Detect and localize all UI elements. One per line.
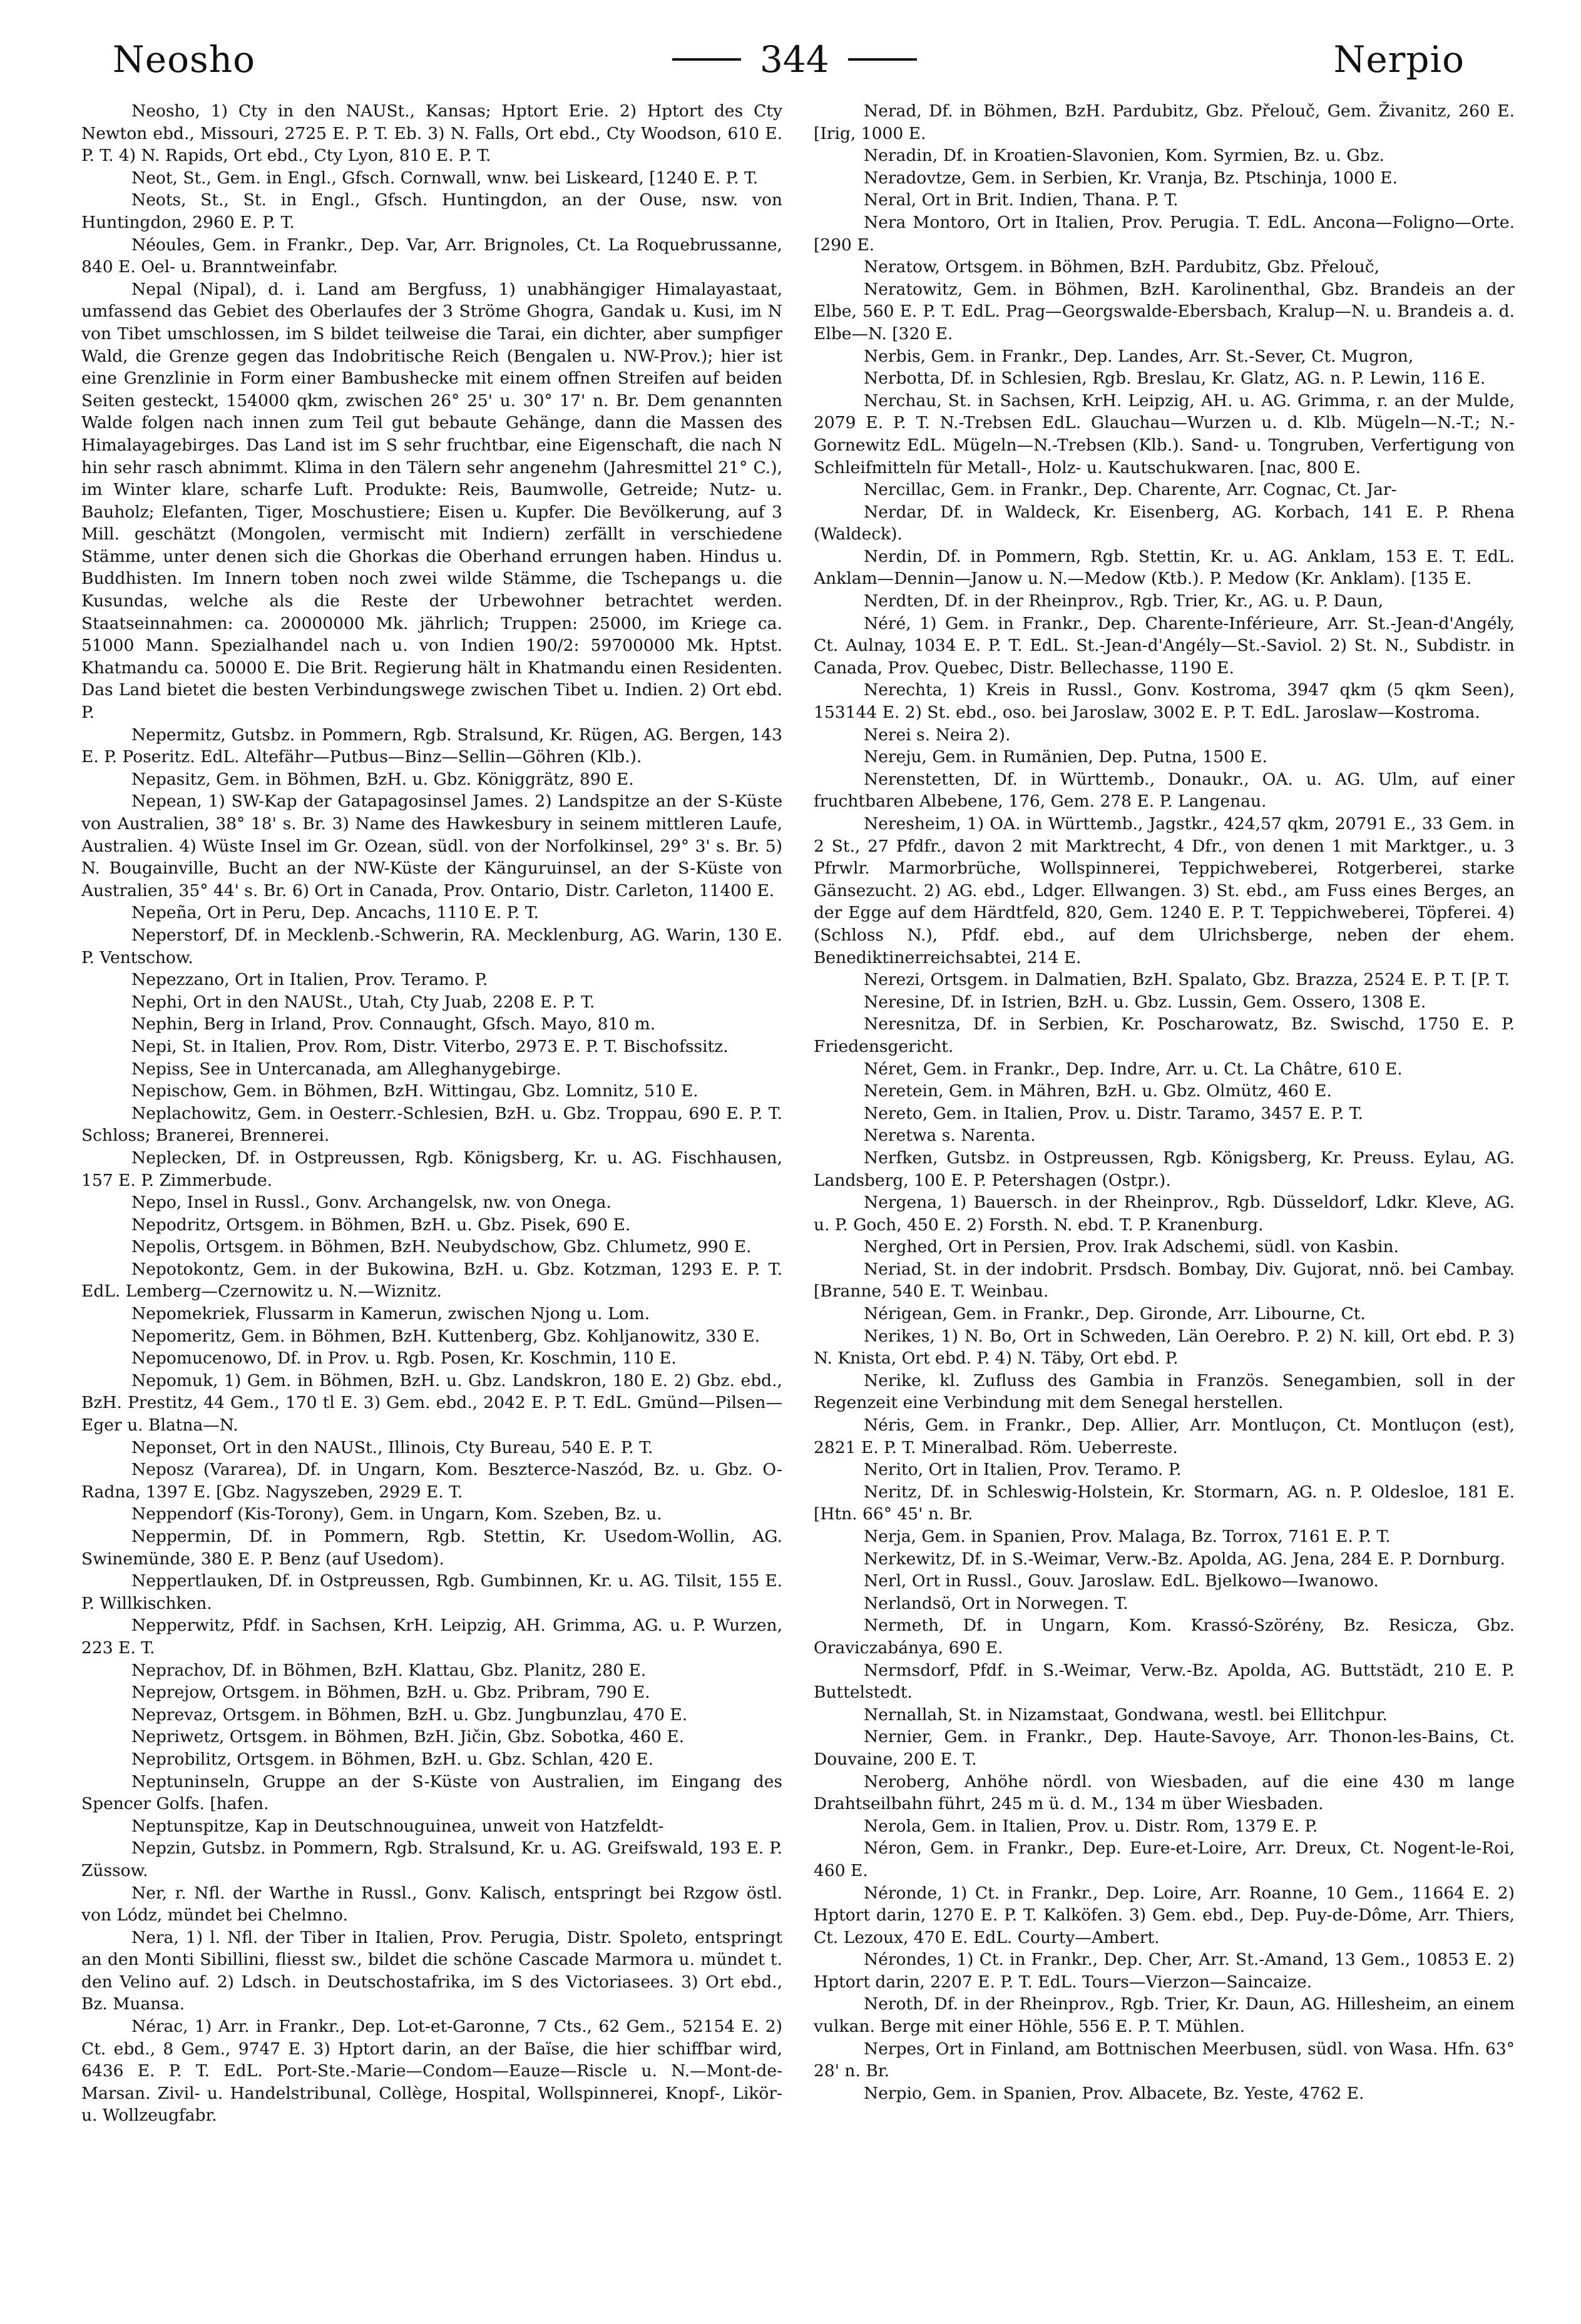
entry: Néron, Gem. in Frankr., Dep. Eure-et-Loire, Arr. Dreux, Ct. Nogent-le-Roi, 460 E. bbox=[814, 1838, 1515, 1880]
entry: Néret, Gem. in Frankr., Dep. Indre, Arr. u. Ct. La Châtre, 610 E. bbox=[864, 1059, 1403, 1079]
entry: Nerl, Ort in Russl., Gouv. Jaroslaw. EdL. Bjelkowo—Iwanowo. bbox=[864, 1571, 1379, 1591]
entry: Néronde, 1) Ct. in Frankr., Dep. Loire, Arr. Roanne, 10 Gem., 11664 E. 2) Hptort darin, 1270 E. P. T. Kalköfen. 3) Gem. ebd., Dep. Puy-de-Dôme, Arr. Thiers, Ct. Lezoux, 470 E. EdL. Courty—Ambert. bbox=[814, 1883, 1515, 1947]
entry: Nephin, Berg in Irland, Prov. Connaught, Gfsch. Mayo, 810 m. bbox=[131, 1014, 656, 1034]
entry: Neratow, Ortsgem. in Böhmen, BzH. Pardubitz, Gbz. Přelouč, bbox=[864, 257, 1380, 277]
entry: Nerechta, 1) Kreis in Russl., Gonv. Kostroma, 3947 qkm (5 qkm Seen), 153144 E. 2) St. ebd., oso. bei Jaroslaw, 3002 E. P. T. EdL. Jaroslaw—Kostroma. bbox=[814, 680, 1515, 723]
entry: Nepzin, Gutsbz. in Pommern, Rgb. Stralsund, Kr. u. AG. Greifswald, 193 E. P. Züssow. bbox=[81, 1838, 782, 1880]
header-right-dash bbox=[848, 58, 917, 61]
entry: Neresheim, 1) OA. in Württemb., Jagstkr., 424,57 qkm, 20791 E., 33 Gem. in 2 St., 27 Pfdfr., davon 2 mit Marktrecht, 4 Dfr., von denen 1 mit Marktger., u. 3 Pfrwlr. Marmorbrüche, Wollspinnerei, Teppichweberei, Rotgerberei, starke Gänsezucht. 2) AG. ebd., Ldger. Ellwangen. 3) St. ebd., am Fuss eines Berges, an der Egge auf dem Härdtfeld, 820, Gem. 1240 E. P. T. Teppichweberei, Töpferei. 4) (Schloss N.), Pfdf. ebd., auf dem Ulrichsberge, neben der ehem. Benediktinerreichsabtei, 214 E. bbox=[814, 814, 1515, 967]
header-page-number-group bbox=[672, 38, 917, 81]
entry: Nepodritz, Ortsgem. in Böhmen, BzH. u. Gbz. Pisek, 690 E. bbox=[131, 1215, 631, 1235]
entry: Nereju, Gem. in Rumänien, Dep. Putna, 1500 E. bbox=[864, 747, 1267, 767]
entry: Nerbotta, Df. in Schlesien, Rgb. Breslau, Kr. Glatz, AG. n. P. Lewin, 116 E. bbox=[864, 369, 1486, 389]
entry: Nerlandsö, Ort in Norwegen. T. bbox=[864, 1593, 1128, 1613]
entry: Nepo, Insel in Russl., Gonv. Archangelsk, nw. von Onega. bbox=[131, 1193, 611, 1213]
entry: Nepermitz, Gutsbz. in Pommern, Rgb. Stralsund, Kr. Rügen, AG. Bergen, 143 E. P. Poseritz. EdL. Altefähr—Putbus—Binz—Sellin—Göhren (Klb.). bbox=[81, 725, 782, 767]
entry: Neosho, 1) Cty in den NAUSt., Kansas; Hptort Erie. 2) Hptort des Cty Newton ebd., Missouri, 2725 E. P. T. Eb. 3) N. Falls, Ort ebd., Cty Woodson, 610 E. P. T. 4) N. Rapids, Ort ebd., Cty Lyon, 810 E. P. T. bbox=[81, 101, 782, 166]
entry: Neritz, Df. in Schleswig-Holstein, Kr. Stormarn, AG. n. P. Oldesloe, 181 E. [Htn. 66° 45' n. Br. bbox=[814, 1482, 1515, 1524]
entry: Nergena, 1) Bauersch. in der Rheinprov., Rgb. Düsseldorf, Ldkr. Kleve, AG. u. P. Goch, 450 E. 2) Forsth. N. ebd. T. P. Kranenburg. bbox=[814, 1193, 1515, 1235]
entry: Nepolis, Ortsgem. in Böhmen, BzH. Neubydschow, Gbz. Chlumetz, 990 E. bbox=[131, 1237, 752, 1257]
entry: Nepean, 1) SW-Kap der Gatapagosinsel James. 2) Landspitze an der S-Küste von Australien, 38° 18' s. Br. 3) Name des Hawkesbury in seinem mittleren Laufe, Australien. 4) Wüste Insel im Gr. Ozean, südl. von der Norfolkinsel, 29° 3' s. Br. 5) N. Bougainville, Bucht an der NW-Küste der Känguruinsel, an der S-Küste von Australien, 35° 44' s. Br. 6) Ort in Canada, Prov. Ontario, Distr. Carleton, 11400 E. bbox=[81, 792, 782, 900]
entry: Ner, r. Nfl. der Warthe in Russl., Gonv. Kalisch, entspringt bei Rzgow östl. von Lódz, mündet bei Chelmno. bbox=[81, 1883, 782, 1925]
entry: Nephi, Ort in den NAUSt., Utah, Cty Juab, 2208 E. P. T. bbox=[131, 992, 595, 1012]
entry: Nerpio, Gem. in Spanien, Prov. Albacete, Bz. Yeste, 4762 E. bbox=[864, 2083, 1364, 2103]
entry: Néré, 1) Gem. in Frankr., Dep. Charente-Inférieure, Arr. St.-Jean-d'Angély, Ct. Aulnay, 1034 E. P. T. EdL. St.-Jean-d'Angély—St.-Saviol. 2) St. N., Subdistr. in Canada, Prov. Quebec, Distr. Bellechasse, 1190 E. bbox=[814, 613, 1515, 678]
entry: Nerola, Gem. in Italien, Prov. u. Distr. Rom, 1379 E. P. bbox=[864, 1816, 1318, 1836]
entry: Nernier, Gem. in Frankr., Dep. Haute-Savoye, Arr. Thonon-les-Bains, Ct. Douvaine, 200 E. T. bbox=[814, 1727, 1515, 1769]
page-number: 344 bbox=[759, 38, 829, 81]
entry: Néoules, Gem. in Frankr., Dep. Var, Arr. Brignoles, Ct. La Roquebrussanne, 840 E. Oel- u. Branntweinfabr. bbox=[81, 235, 782, 277]
entry: Neprevaz, Ortsgem. in Böhmen, BzH. u. Gbz. Jungbunzlau, 470 E. bbox=[131, 1705, 688, 1725]
entry: Nercillac, Gem. in Frankr., Dep. Charente, Arr. Cognac, Ct. Jar- bbox=[864, 480, 1397, 500]
entry: Neot, St., Gem. in Engl., Gfsch. Cornwall, wnw. bei Liskeard, [1240 E. P. T. bbox=[131, 168, 759, 188]
entry: Nerikes, 1) N. Bo, Ort in Schweden, Län Oerebro. P. 2) N. kill, Ort ebd. P. 3) N. Knista, Ort ebd. P. 4) N. Täby, Ort ebd. P. bbox=[814, 1326, 1515, 1368]
entry: Nérac, 1) Arr. in Frankr., Dep. Lot-et-Garonne, 7 Cts., 62 Gem., 52154 E. 2) Ct. ebd., 8 Gem., 9747 E. 3) Hptort darin, an der Baïse, die hier schiffbar wird, 6436 E. P. T. EdL. Port-Ste.-Marie—Condom—Eauze—Riscle u. N.—Mont-de-Marsan. Zivil- u. Handelstribunal, Collège, Hospital, Wollspinnerei, Knopf-, Likör- u. Wollzeugfabr. bbox=[81, 2017, 782, 2126]
entry: Neretwa s. Narenta. bbox=[864, 1126, 1036, 1146]
entry: Nerad, Df. in Böhmen, BzH. Pardubitz, Gbz. Přelouč, Gem. Živanitz, 260 E. [Irig, 1000 E. bbox=[814, 101, 1515, 143]
entry: Nepi, St. in Italien, Prov. Rom, Distr. Viterbo, 2973 E. P. T. Bischofssitz. bbox=[131, 1036, 729, 1056]
entry: Neresine, Df. in Istrien, BzH. u. Gbz. Lussin, Gem. Ossero, 1308 E. bbox=[864, 992, 1426, 1012]
entry: Neppertlauken, Df. in Ostpreussen, Rgb. Gumbinnen, Kr. u. AG. Tilsit, 155 E. P. Willkischken. bbox=[81, 1571, 782, 1613]
entry: Nernallah, St. in Nizamstaat, Gondwana, westl. bei Ellitchpur. bbox=[864, 1705, 1388, 1725]
entry: Nepezzano, Ort in Italien, Prov. Teramo. P. bbox=[131, 970, 488, 990]
entry: Neradin, Df. in Kroatien-Slavonien, Kom. Syrmien, Bz. u. Gbz. bbox=[864, 146, 1384, 166]
entry: Nerei s. Neira 2). bbox=[864, 725, 1011, 745]
entry: Nermsdorf, Pfdf. in S.-Weimar, Verw.-Bz. Apolda, AG. Buttstädt, 210 E. P. Buttelstedt. bbox=[814, 1660, 1515, 1703]
entry: Nerja, Gem. in Spanien, Prov. Malaga, Bz. Torrox, 7161 E. P. T. bbox=[864, 1527, 1391, 1546]
entry: Nepiss, See in Untercanada, am Alleghanygebirge. bbox=[131, 1059, 561, 1079]
entry: Neratowitz, Gem. in Böhmen, BzH. Karolinenthal, Gbz. Brandeis an der Elbe, 560 E. P. T. EdL. Prag—Georgswalde-Ebersbach, Kralup—N. u. Brandeis a. d. Elbe—N. [320 E. bbox=[814, 279, 1515, 344]
entry: Neriad, St. in der indobrit. Prsdsch. Bombay, Div. Gujorat, nnö. bei Cambay. [Branne, 540 E. T. Weinbau. bbox=[814, 1259, 1515, 1302]
entry: Neresnitza, Df. in Serbien, Kr. Poscharowatz, Bz. Swischd, 1750 E. P. Friedensgericht. bbox=[814, 1014, 1515, 1056]
entry: Nepasitz, Gem. in Böhmen, BzH. u. Gbz. Königgrätz, 890 E. bbox=[131, 769, 634, 789]
entry: Nereto, Gem. in Italien, Prov. u. Distr. Taramo, 3457 E. P. T. bbox=[864, 1103, 1363, 1123]
entry: Nerkewitz, Df. in S.-Weimar, Verw.-Bz. Apolda, AG. Jena, 284 E. P. Dornburg. bbox=[864, 1549, 1505, 1569]
entry: Neradovtze, Gem. in Serbien, Kr. Vranja, Bz. Ptschinja, 1000 E. bbox=[864, 168, 1398, 188]
entry: Nepotokontz, Gem. in der Bukowina, BzH. u. Gbz. Kotzman, 1293 E. P. T. EdL. Lemberg—Czernowitz u. N.—Wiznitz. bbox=[81, 1259, 782, 1302]
entry: Nepomeritz, Gem. in Böhmen, BzH. Kuttenberg, Gbz. Kohljanowitz, 330 E. bbox=[131, 1326, 760, 1346]
entry: Nepischow, Gem. in Böhmen, BzH. Wittingau, Gbz. Lomnitz, 510 E. bbox=[131, 1081, 698, 1101]
entry: Nerbis, Gem. in Frankr., Dep. Landes, Arr. St.-Sever, Ct. Mugron, bbox=[864, 346, 1414, 366]
entry: Nepeña, Ort in Peru, Dep. Ancachs, 1110 E. P. T. bbox=[131, 903, 540, 923]
entry: Neppermin, Df. in Pommern, Rgb. Stettin, Kr. Usedom-Wollin, AG. Swinemünde, 380 E. P. Benz (auf Usedom). bbox=[81, 1527, 782, 1569]
entry: Nepriwetz, Ortsgem. in Böhmen, BzH. Jičin, Gbz. Sobotka, 460 E. bbox=[131, 1727, 685, 1747]
entry: Nerike, kl. Zufluss des Gambia in Französ. Senegambien, soll in der Regenzeit eine Verbindung mit dem Senegal herstellen. bbox=[814, 1370, 1515, 1413]
entry: Nepal (Nipal), d. i. Land am Bergfuss, 1) unabhängiger Himalayastaat, umfassend das Gebiet des Oberlaufes der 3 Ströme Ghogra, Gandak u. Kusi, im N von Tibet umschlossen, im S bildet teilweise die Tarai, ein dichter, aber sumpfiger Wald, die Grenze gegen das Indobritische Reich (Bengalen u. NW-Prov.); hier ist eine Grenzlinie in Form einer Bambushecke mit einem offnen Streifen auf beiden Seiten gesteckt, 154000 qkm, zwischen 26° 25' u. 30° 17' n. Br. Dem genannten Walde folgen nach innen zum Teil gut bebaute Gehänge, dann die Massen des Himalayagebirges. Das Land ist im S sehr fruchtbar, eine Eigenschaft, die nach N hin sehr rasch abnimmt. Klima in den Tälern sehr angenehm (Jahresmittel 21° C.), im Winter klare, scharfe Luft. Produkte: Reis, Baumwolle, Getreide; Nutz- u. Bauholz; Elefanten, Tiger, Moschustiere; Eisen u. Kupfer. Die Bevölkerung, auf 3 Mill. geschätzt (Mongolen, vermischt mit Indiern) zerfällt in verschiedene Stämme, unter denen sich die Ghorkas die Oberhand errungen haben. Hindus u. Buddhisten. Im Innern toben noch zwei wilde Stämme, die Tschepangs u. die Kusundas, welche als die Reste der Urbewohner betrachtet werden. Staatseinnahmen: ca. 20000000 Mk. jährlich; Truppen: 25000, im Kriege ca. 51000 Mann. Spezialhandel nach u. von Indien 190/2: 59700000 Mk. Hptst. Khatmandu ca. 50000 E. Die Brit. Regierung hält in Khatmandu einen Residenten. Das Land bietet die besten Verbindungswege zwischen Tibet u. Indien. 2) Ort ebd. P. bbox=[81, 279, 782, 723]
header-left-dash bbox=[672, 58, 741, 61]
entry: Neplecken, Df. in Ostpreussen, Rgb. Königsberg, Kr. u. AG. Fischhausen, 157 E. P. Zimmerbude. bbox=[81, 1148, 782, 1190]
header-right-word: Nerpio bbox=[1333, 38, 1465, 81]
entry: Nerghed, Ort in Persien, Prov. Irak Adschemi, südl. von Kasbin. bbox=[864, 1237, 1399, 1257]
entry: Nérigean, Gem. in Frankr., Dep. Gironde, Arr. Libourne, Ct. bbox=[864, 1304, 1366, 1324]
right-column bbox=[814, 100, 1515, 2303]
entry: Neppendorf (Kis-Torony), Gem. in Ungarn, Kom. Szeben, Bz. u. bbox=[131, 1504, 662, 1524]
entry: Neptuninseln, Gruppe an der S-Küste von Australien, im Eingang des Spencer Golfs. [hafen. bbox=[81, 1771, 782, 1814]
entry: Neroberg, Anhöhe nördl. von Wiesbaden, auf die eine 430 m lange Drahtseilbahn führt, 245 m ü. d. M., 134 m über Wiesbaden. bbox=[814, 1771, 1515, 1814]
entry: Nera Montoro, Ort in Italien, Prov. Perugia. T. EdL. Ancona—Foligno—Orte. [290 E. bbox=[814, 212, 1515, 255]
entry: Neponset, Ort in den NAUSt., Illinois, Cty Bureau, 540 E. P. T. bbox=[131, 1437, 653, 1457]
entry: Nera, 1) l. Nfl. der Tiber in Italien, Prov. Perugia, Distr. Spoleto, entspringt an den Monti Sibillini, fliesst sw., bildet die schöne Cascade Marmora u. mündet t. den Velino auf. 2) Ldsch. in Deutschostafrika, im S des Victoriasees. 3) Ort ebd., Bz. Muansa. bbox=[81, 1927, 782, 2014]
entry: Nerenstetten, Df. in Württemb., Donaukr., OA. u. AG. Ulm, auf einer fruchtbaren Albebene, 176, Gem. 278 E. P. Langenau. bbox=[814, 769, 1515, 812]
entry: Neposz (Vararea), Df. in Ungarn, Kom. Beszterce-Naszód, Bz. u. Gbz. O-Radna, 1397 E. [Gbz. Nagyszeben, 2929 E. T. bbox=[81, 1460, 782, 1502]
entry: Neots, St., St. in Engl., Gfsch. Huntingdon, an der Ouse, nsw. von Huntingdon, 2960 E. P. T. bbox=[81, 190, 782, 232]
entry: Neral, Ort in Brit. Indien, Thana. P. T. bbox=[864, 190, 1179, 210]
entry: Neperstorf, Df. in Mecklenb.-Schwerin, RA. Mecklenburg, AG. Warin, 130 E. P. Ventschow. bbox=[81, 925, 782, 967]
entry: Nerdar, Df. in Waldeck, Kr. Eisenberg, AG. Korbach, 141 E. P. Rhena (Waldeck). bbox=[814, 502, 1515, 544]
entry: Néris, Gem. in Frankr., Dep. Allier, Arr. Montluçon, Ct. Montluçon (est), 2821 E. P. T. Mineralbad. Röm. Ueberreste. bbox=[814, 1415, 1515, 1457]
entry: Neptunspitze, Kap in Deutschnouguinea, unweit von Hatzfeldt- bbox=[131, 1816, 664, 1836]
entry: Nerfken, Gutsbz. in Ostpreussen, Rgb. Königsberg, Kr. Preuss. Eylau, AG. Landsberg, 100 E. P. Petershagen (Ostpr.). bbox=[814, 1148, 1515, 1190]
entry: Neprachov, Df. in Böhmen, BzH. Klattau, Gbz. Planitz, 280 E. bbox=[131, 1660, 647, 1680]
entry: Nerpes, Ort in Finland, am Bottnischen Meerbusen, südl. von Wasa. Hfn. 63° 28' n. Br. bbox=[814, 2039, 1515, 2081]
entry: Nerdten, Df. in der Rheinprov., Rgb. Trier, Kr., AG. u. P. Daun, bbox=[864, 591, 1384, 611]
entry: Nermeth, Df. in Ungarn, Kom. Krassó-Szörény, Bz. Resicza, Gbz. Oraviczabánya, 690 E. bbox=[814, 1616, 1515, 1658]
entry: Nerito, Ort in Italien, Prov. Teramo. P. bbox=[864, 1460, 1182, 1480]
entry: Neroth, Df. in der Rheinprov., Rgb. Trier, Kr. Daun, AG. Hillesheim, an einem vulkan. Berge mit einer Höhle, 556 E. P. T. Mühlen. bbox=[814, 1994, 1515, 2037]
entry: Nerdin, Df. in Pommern, Rgb. Stettin, Kr. u. AG. Anklam, 153 E. T. EdL. Anklam—Dennin—Janow u. N.—Medow (Ktb.). P. Medow (Kr. Anklam). [135 E. bbox=[814, 546, 1515, 589]
header-left-word: Neosho bbox=[113, 38, 256, 81]
entry: Neprejow, Ortsgem. in Böhmen, BzH. u. Gbz. Pribram, 790 E. bbox=[131, 1683, 650, 1703]
entry: Nepomucenowo, Df. in Prov. u. Rgb. Posen, Kr. Koschmin, 110 E. bbox=[131, 1348, 677, 1368]
entry: Nerchau, St. in Sachsen, KrH. Leipzig, AH. u. AG. Grimma, r. an der Mulde, 2079 E. P. T. N.-Trebsen EdL. Glauchau—Wurzen u. d. Klb. Mügeln—N.-T.; N.-Gornewitz EdL. Mügeln—N.-Trebsen (Klb.). Sand- u. Tongruben, Verfertigung von Schleifmitteln für Metall-, Holz- u. Kautschukwaren. [nac, 800 E. bbox=[814, 390, 1515, 477]
entry: Neprobilitz, Ortsgem. in Böhmen, BzH. u. Gbz. Schlan, 420 E. bbox=[131, 1749, 654, 1769]
page-header bbox=[113, 25, 1465, 94]
left-column bbox=[81, 100, 782, 2303]
entry: Nepomekriek, Flussarm in Kamerun, zwischen Njong u. Lom. bbox=[131, 1304, 650, 1324]
entry: Nepperwitz, Pfdf. in Sachsen, KrH. Leipzig, AH. Grimma, AG. u. P. Wurzen, 223 E. T. bbox=[81, 1616, 782, 1658]
entry: Nerezi, Ortsgem. in Dalmatien, BzH. Spalato, Gbz. Brazza, 2524 E. P. T. [P. T. bbox=[864, 970, 1510, 990]
entry: Neretein, Gem. in Mähren, BzH. u. Gbz. Olmütz, 460 E. bbox=[864, 1081, 1332, 1101]
entry: Neplachowitz, Gem. in Oesterr.-Schlesien, BzH. u. Gbz. Troppau, 690 E. P. T. Schloss; Branerei, Brennerei. bbox=[81, 1103, 782, 1146]
entry: Nepomuk, 1) Gem. in Böhmen, BzH. u. Gbz. Landskron, 180 E. 2) Gbz. ebd., BzH. Prestitz, 44 Gem., 170 tl E. 3) Gem. ebd., 2042 E. P. T. EdL. Gmünd—Pilsen—Eger u. Blatna—N. bbox=[81, 1370, 782, 1435]
entry: Nérondes, 1) Ct. in Frankr., Dep. Cher, Arr. St.-Amand, 13 Gem., 10853 E. 2) Hptort darin, 2207 E. P. T. EdL. Tours—Vierzon—Saincaize. bbox=[814, 1950, 1515, 1992]
